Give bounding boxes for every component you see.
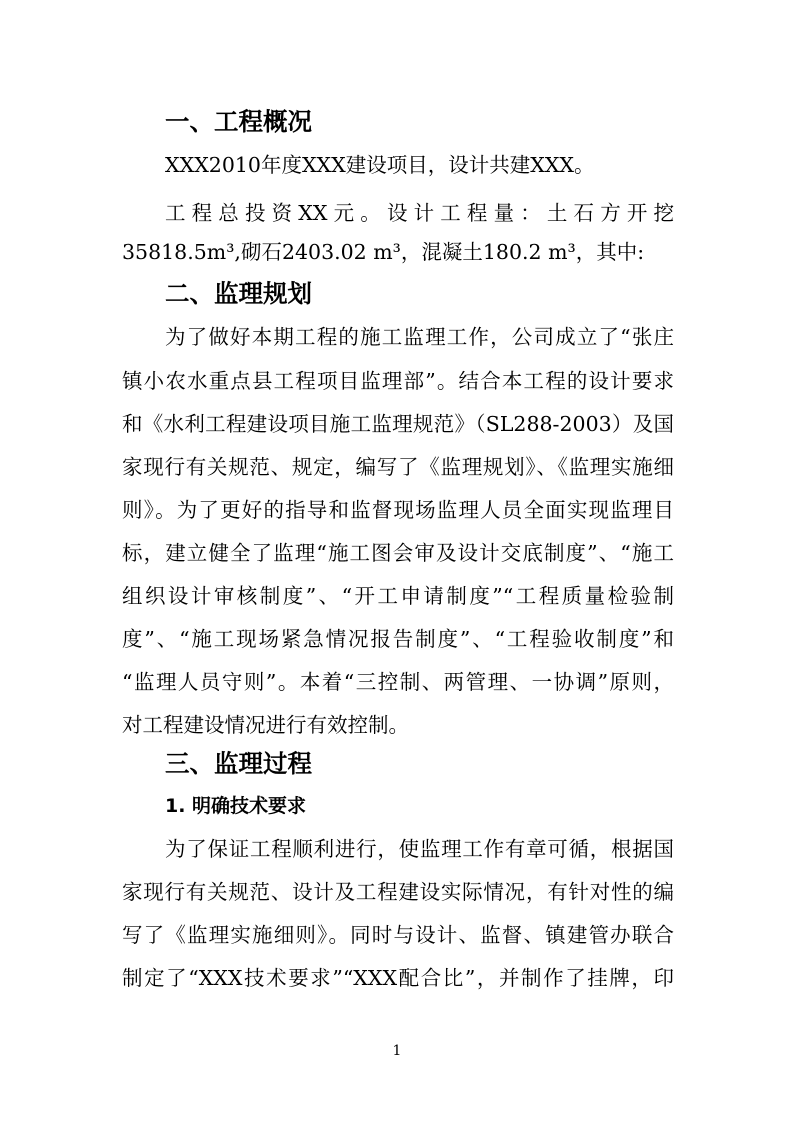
paragraph-line: 家现行有关规范、规定，编写了《监理规划》、《监理实施细: [122, 455, 674, 479]
paragraph-line: 35818.5m³,砌石2403.02 m³，混凝土180.2 m³，其中:: [122, 240, 645, 264]
paragraph-line: 镇小农水重点县工程项目监理部”。结合本工程的设计要求: [122, 369, 674, 393]
paragraph-line: 和《水利工程建设项目施工监理规范》（SL288-2003）及国: [122, 412, 674, 436]
paragraph-line: 对工程建设情况进行有效控制。: [122, 713, 409, 737]
subsection-heading: 1. 明确技术要求: [165, 795, 307, 817]
paragraph-line: 工程总投资XX元。设计工程量：土石方开挖: [165, 201, 674, 225]
paragraph-line: 家现行有关规范、设计及工程建设实际情况，有针对性的编: [122, 880, 674, 904]
paragraph-line: 为了保证工程顺利进行，使监理工作有章可循，根据国: [165, 837, 674, 861]
paragraph-line: 写了《监理实施细则》。同时与设计、监督、镇建管办联合: [122, 923, 674, 947]
section-heading-overview: 一、工程概况: [165, 107, 312, 136]
paragraph-line: XXX2010年度XXX建设项目，设计共建XXX。: [165, 153, 595, 177]
paragraph-line: 为了做好本期工程的施工监理工作，公司成立了“张庄: [165, 325, 674, 349]
paragraph-line: “监理人员守则”。本着“三控制、两管理、一协调”原则，: [122, 670, 674, 694]
section-heading-process: 三、监理过程: [165, 749, 312, 778]
paragraph-line: 则》。为了更好的指导和监督现场监理人员全面实现监理目: [122, 498, 674, 522]
paragraph-line: 组织设计审核制度”、“开工申请制度”“工程质量检验制: [122, 584, 674, 608]
page-number: 1: [392, 1043, 402, 1059]
paragraph-line: 制定了“XXX技术要求”“XXX配合比”，并制作了挂牌，印: [122, 966, 674, 990]
paragraph-line: 标，建立健全了监理“施工图会审及设计交底制度”、“施工: [122, 541, 674, 565]
section-heading-plan: 二、监理规划: [165, 279, 312, 308]
paragraph-line: 度”、“施工现场紧急情况报告制度”、“工程验收制度”和: [122, 627, 674, 651]
